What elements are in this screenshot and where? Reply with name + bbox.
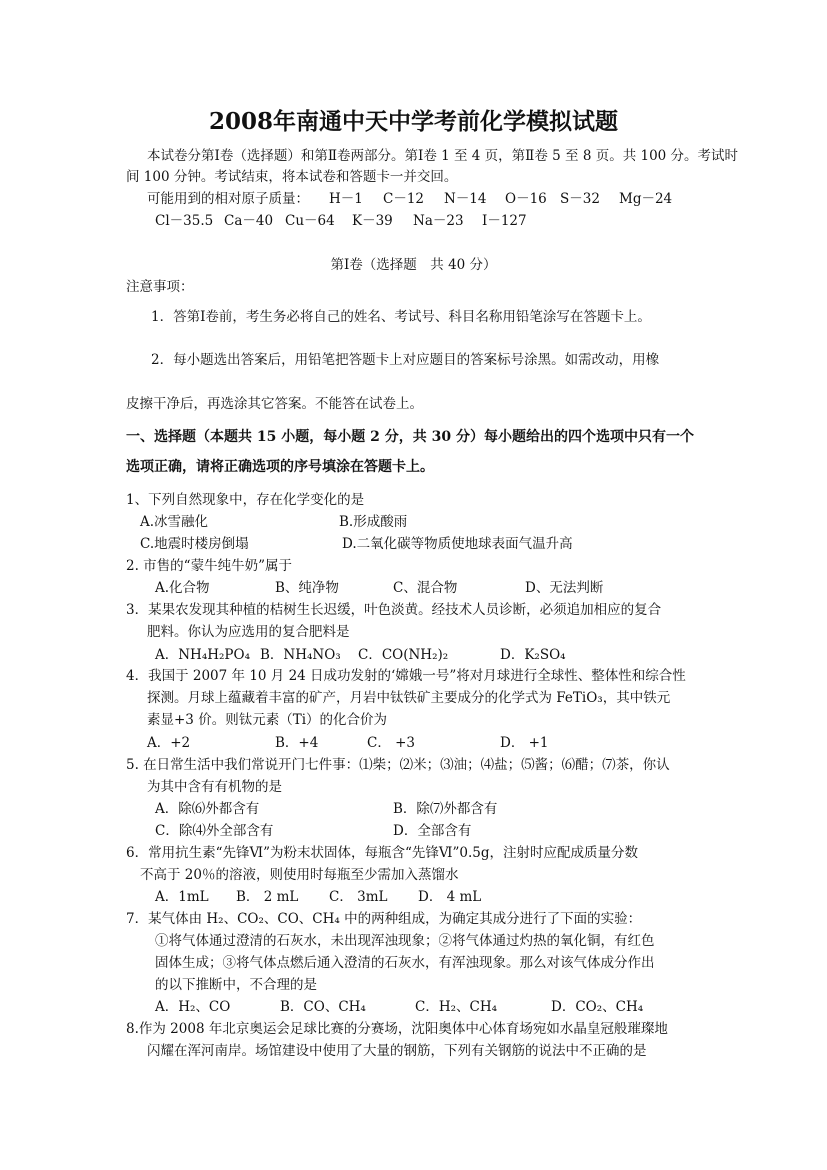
atomic-mass-label: 可能用到的相对原子质量：: [147, 191, 309, 207]
option-d: D． +1: [500, 735, 549, 751]
option-a: A．1mL: [155, 889, 209, 905]
notes-heading: 注意事项：: [126, 279, 194, 295]
option-c: C． +3: [367, 735, 416, 751]
option-b: B．CO、CH₄: [280, 999, 366, 1015]
option-d: D．K₂SO₄: [500, 647, 566, 663]
option-a: A．H₂、CO: [155, 999, 231, 1015]
atomic-mass: K－39: [352, 213, 393, 229]
option-c: C、混合物: [393, 580, 458, 596]
option-c: C． 3mL: [329, 889, 388, 905]
note-2-cont: 皮擦干净后，再选涂其它答案。不能答在试卷上。: [126, 396, 423, 412]
question-stem-cont: 闪耀在浑河南岸。场馆建设中使用了大量的钢筋，下列有关钢筋的说法中不正确的是: [147, 1043, 647, 1059]
atomic-mass: Cl－35.5: [155, 213, 214, 229]
option-b: B．除⑺外都含有: [393, 801, 498, 817]
atomic-mass: Ca－40: [224, 213, 274, 229]
option-b: B． 2 mL: [236, 889, 299, 905]
question-stem-cont: 探测。月球上蕴藏着丰富的矿产，月岩中钛铁矿主要成分的化学式为 FeTiO₃，其中铁元: [147, 690, 671, 706]
option-b: B．NH₄NO₃: [260, 647, 341, 663]
part-heading-cont: 选项正确，请将正确选项的序号填涂在答题卡上。: [126, 459, 434, 475]
option-a: A.冰雪融化: [140, 514, 209, 530]
question-stem-cont: 的以下推断中，不合理的是: [155, 977, 317, 993]
question-stem-cont: ①将气体通过澄清的石灰水，未出现浑浊现象；②将气体通过灼热的氧化铜，有红色: [155, 933, 655, 949]
atomic-mass: C－12: [383, 191, 425, 207]
note-1: 1．答第Ⅰ卷前，考生务必将自己的姓名、考试号、科目名称用铅笔涂写在答题卡上。: [151, 309, 651, 325]
atomic-mass: Mg－24: [619, 191, 673, 207]
page-title: 2008年南通中天中学考前化学模拟试题: [208, 108, 618, 135]
option-b: B．+4: [275, 735, 319, 751]
atomic-mass: N－14: [444, 191, 487, 207]
option-d: D.二氧化碳等物质使地球表面气温升高: [342, 536, 573, 552]
option-d: D．CO₂、CH₄: [551, 999, 644, 1015]
option-b: B、纯净物: [275, 580, 339, 596]
option-d: D、无法判断: [525, 580, 604, 596]
question-stem: 3．某果农发现其种植的桔树生长迟缓，叶色淡黄。经技术人员诊断，必须追加相应的复合: [126, 602, 662, 618]
atomic-mass: S－32: [560, 191, 600, 207]
question-stem: 5. 在日常生活中我们常说开门七件事：⑴柴；⑵米；⑶油；⑷盐；⑸酱；⑹醋；⑺茶，你认: [126, 757, 670, 773]
option-a: A.化合物: [155, 580, 210, 596]
option-a: A．除⑹外都含有: [155, 801, 260, 817]
atomic-mass: I－127: [482, 213, 527, 229]
atomic-mass: O－16: [505, 191, 547, 207]
option-c: C．除⑷外全部含有: [155, 823, 274, 839]
option-a: A．+2: [147, 735, 191, 751]
atomic-mass: Na－23: [413, 213, 464, 229]
part-heading: 一、选择题（本题共 15 小题，每小题 2 分，共 30 分）每小题给出的四个选项中只有一个: [126, 429, 694, 445]
question-stem-cont: 素显+3 价。则钛元素（Ti）的化合价为: [147, 712, 388, 728]
option-d: D． 4 mL: [418, 889, 482, 905]
question-stem: 4．我国于 2007 年 10 月 24 日成功发射的‘嫦娥一号”将对月球进行全球性、整体性和综合性: [126, 668, 686, 684]
intro-line-1: 本试卷分第Ⅰ卷（选择题）和第Ⅱ卷两部分。第Ⅰ卷 1 至 4 页，第Ⅱ卷 5 至 8 页。共 100 分。考试时: [147, 148, 739, 164]
option-b: B.形成酸雨: [339, 514, 408, 530]
question-stem-cont: 不高于 20％的溶液，则使用时每瓶至少需加入蒸馏水: [140, 867, 459, 883]
question-stem: 2. 市售的“蒙牛纯牛奶”属于: [126, 558, 292, 574]
option-d: D．全部含有: [393, 823, 472, 839]
option-c: C．CO(NH₂)₂: [358, 647, 449, 663]
intro-line-2: 间 100 分钟。考试结束，将本试卷和答题卡一并交回。: [126, 169, 458, 185]
option-a: A．NH₄H₂PO₄: [155, 647, 250, 663]
section-header: 第Ⅰ卷（选择题 共 40 分）: [330, 257, 497, 273]
option-c: C.地震时楼房倒塌: [140, 536, 249, 552]
note-2: 2．每小题选出答案后，用铅笔把答题卡上对应题目的答案标号涂黑。如需改动，用橡: [151, 352, 660, 368]
option-c: C．H₂、CH₄: [415, 999, 498, 1015]
atomic-mass: H－1: [329, 191, 363, 207]
question-stem-cont: 为其中含有有机物的是: [147, 779, 282, 795]
question-stem: 7．某气体由 H₂、CO₂、CO、CH₄ 中的两种组成，为确定其成分进行了下面的实验：: [126, 911, 642, 927]
question-stem-cont: 肥料。你认为应选用的复合肥料是: [147, 624, 350, 640]
atomic-mass: Cu－64: [285, 213, 335, 229]
question-stem: 1、下列自然现象中，存在化学变化的是: [126, 492, 365, 508]
question-stem: 6．常用抗生素“先锋Ⅵ”为粉末状固体，每瓶含“先锋Ⅵ”0.5g，注射时应配成质量分数: [126, 845, 638, 861]
question-stem-cont: 固体生成；③将气体点燃后通入澄清的石灰水，有浑浊现象。那么对该气体成分作出: [155, 955, 655, 971]
question-stem: 8.作为 2008 年北京奥运会足球比赛的分赛场，沈阳奥体中心体育场宛如水晶皇冠般璀璨地: [126, 1021, 668, 1037]
